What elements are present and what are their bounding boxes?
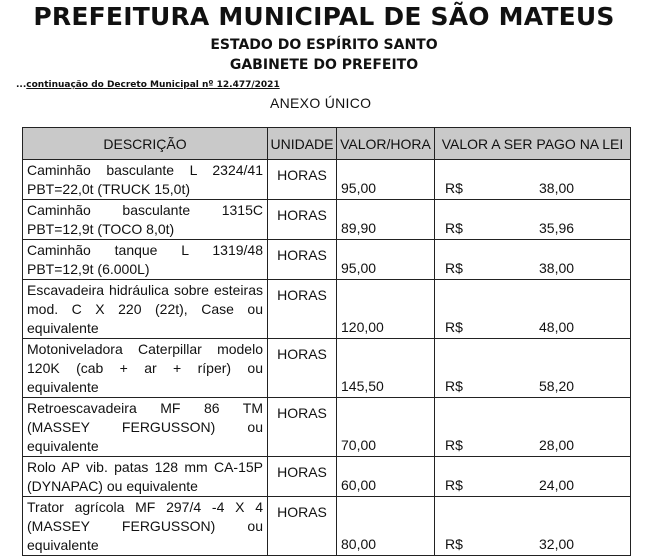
currency-symbol: R$ [445, 260, 463, 276]
document-title: PREFEITURA MUNICIPAL DE SÃO MATEUS [33, 2, 615, 31]
decree-reference [16, 80, 280, 90]
unit-cell: HORAS [268, 339, 337, 398]
equipment-description [23, 240, 268, 280]
description-line: Motoniveladora Caterpillar modelo [27, 341, 263, 357]
paid-amount: 32,00 [539, 536, 575, 552]
description-line: Caminhão tanque L 1319/48 [27, 242, 263, 258]
table-row [23, 280, 631, 339]
paid-value-cell [435, 339, 631, 398]
description-line: (MASSEY FERGUSSON) ou [27, 419, 263, 435]
paid-amount: 28,00 [539, 437, 575, 453]
description-line: PBT=22,0t (TRUCK 15,0t) [27, 181, 191, 197]
paid-value-cell [435, 457, 631, 497]
hourly-value-cell: 60,00 [337, 457, 435, 497]
table-row [23, 200, 631, 240]
currency-symbol: R$ [445, 477, 463, 493]
unit-cell: HORAS [268, 497, 337, 556]
paid-amount: 38,00 [539, 260, 575, 276]
unit-cell: HORAS [268, 457, 337, 497]
unit-cell: HORAS [268, 280, 337, 339]
paid-value-cell [435, 160, 631, 200]
equipment-description [23, 398, 268, 457]
column-header-description: DESCRIÇÃO [23, 128, 268, 160]
paid-amount: 35,96 [539, 220, 575, 236]
description-line: Rolo AP vib. patas 128 mm CA-15P [27, 459, 263, 475]
state-name: ESTADO DO ESPÍRITO SANTO [210, 37, 438, 53]
paid-value-cell [435, 280, 631, 339]
table-row [23, 398, 631, 457]
currency-symbol: R$ [445, 319, 463, 335]
paid-value-cell [435, 200, 631, 240]
description-line: Escavadeira hidráulica sobre esteiras [27, 282, 263, 298]
hourly-value-cell: 70,00 [337, 398, 435, 457]
table-header-row [23, 128, 631, 160]
equipment-description [23, 497, 268, 556]
description-line: equivalente [27, 438, 99, 454]
description-line: Caminhão basculante L 2324/41 [27, 162, 263, 178]
description-line: PBT=12,9t (6.000L) [27, 261, 150, 277]
unit-cell: HORAS [268, 200, 337, 240]
column-header-hourly-value: VALOR/HORA [337, 128, 435, 160]
equipment-description [23, 200, 268, 240]
equipment-description [23, 280, 268, 339]
description-line: Retroescavadeira MF 86 TM [27, 400, 263, 416]
paid-amount: 58,20 [539, 378, 575, 394]
paid-value-cell [435, 398, 631, 457]
continuation-text: continuação do Decreto Municipal nº 12.477/2021 [26, 80, 280, 90]
table-row [23, 457, 631, 497]
hourly-value-cell: 89,90 [337, 200, 435, 240]
hourly-value-cell: 120,00 [337, 280, 435, 339]
currency-symbol: R$ [445, 536, 463, 552]
description-line: (DYNAPAC) ou equivalente [27, 478, 198, 494]
table-row [23, 240, 631, 280]
hourly-value-cell: 80,00 [337, 497, 435, 556]
description-line: 120K (cab + ar + ríper) ou equivalente [27, 360, 263, 395]
equipment-description [23, 457, 268, 497]
currency-symbol: R$ [445, 437, 463, 453]
column-header-unit: UNIDADE [268, 128, 337, 160]
paid-amount: 48,00 [539, 319, 575, 335]
table-row [23, 160, 631, 200]
annex-title: ANEXO ÚNICO [270, 95, 372, 111]
description-line: PBT=12,9t (TOCO 8,0t) [27, 221, 175, 237]
description-line: equivalente [27, 320, 99, 336]
paid-value-cell [435, 497, 631, 556]
unit-cell: HORAS [268, 160, 337, 200]
paid-amount: 38,00 [539, 180, 575, 196]
office-name: GABINETE DO PREFEITO [229, 57, 419, 73]
currency-symbol: R$ [445, 378, 463, 394]
paid-amount: 24,00 [539, 477, 575, 493]
hourly-value-cell: 145,50 [337, 339, 435, 398]
price-table [22, 127, 631, 556]
table-row [23, 339, 631, 398]
description-line: (MASSEY FERGUSSON) ou [27, 518, 263, 534]
unit-cell: HORAS [268, 398, 337, 457]
hourly-value-cell: 95,00 [337, 240, 435, 280]
equipment-description [23, 339, 268, 398]
table-row [23, 497, 631, 556]
hourly-value-cell: 95,00 [337, 160, 435, 200]
continuation-dots: ... [16, 80, 27, 90]
column-header-paid-value: VALOR A SER PAGO NA LEI [435, 128, 631, 160]
equipment-description [23, 160, 268, 200]
paid-value-cell [435, 240, 631, 280]
unit-cell: HORAS [268, 240, 337, 280]
description-line: mod. C X 220 (22t), Case ou [27, 301, 263, 317]
description-line: equivalente [27, 537, 99, 553]
currency-symbol: R$ [445, 220, 463, 236]
currency-symbol: R$ [445, 180, 463, 196]
description-line: Caminhão basculante 1315C [27, 202, 263, 218]
description-line: Trator agrícola MF 297/4 -4 X 4 [27, 499, 263, 515]
